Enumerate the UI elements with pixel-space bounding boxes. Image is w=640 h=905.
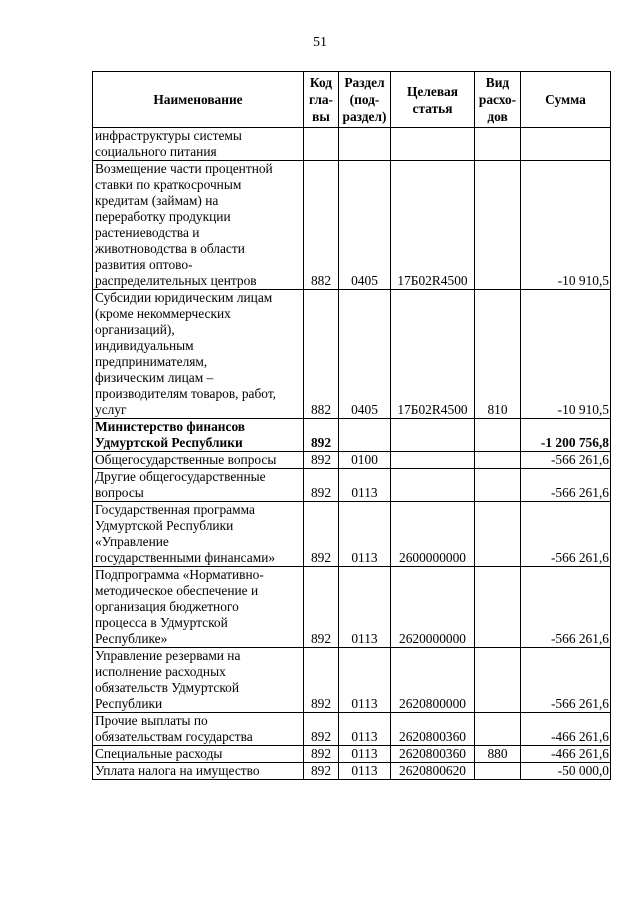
- header-vid: Вид расхо- дов: [475, 72, 521, 128]
- cell-vid: [475, 713, 521, 746]
- cell-razdel: [339, 128, 391, 161]
- cell-name: Управление резервами на исполнение расходных обязательств Удмуртской Республики: [93, 648, 304, 713]
- cell-summa: -10 910,5: [521, 161, 611, 290]
- cell-kod: 892: [304, 419, 339, 452]
- table-body: [93, 128, 611, 780]
- cell-kod: 882: [304, 161, 339, 290]
- cell-vid: 810: [475, 290, 521, 419]
- budget-table: [92, 71, 611, 780]
- cell-name: Другие общегосударственные вопросы: [93, 469, 304, 502]
- header-statya: Целевая статья: [391, 72, 475, 128]
- cell-kod: 892: [304, 713, 339, 746]
- table-row: [93, 502, 611, 567]
- cell-razdel: 0113: [339, 648, 391, 713]
- cell-summa: -566 261,6: [521, 469, 611, 502]
- cell-kod: 892: [304, 502, 339, 567]
- cell-name: Министерство финансов Удмуртской Республики: [93, 419, 304, 452]
- cell-summa: [521, 128, 611, 161]
- cell-statya: 2620000000: [391, 567, 475, 648]
- cell-statya: [391, 128, 475, 161]
- cell-name: Прочие выплаты по обязательствам государства: [93, 713, 304, 746]
- cell-summa: -1 200 756,8: [521, 419, 611, 452]
- cell-summa: -466 261,6: [521, 713, 611, 746]
- table-row: [93, 469, 611, 502]
- cell-kod: 892: [304, 648, 339, 713]
- cell-razdel: 0113: [339, 567, 391, 648]
- table-row: [93, 763, 611, 780]
- cell-name: Государственная программа Удмуртской Республики «Управление государственными финансами»: [93, 502, 304, 567]
- page-number: 51: [313, 35, 327, 50]
- cell-summa: -566 261,6: [521, 648, 611, 713]
- header-name: Наименование: [93, 72, 304, 128]
- cell-vid: 880: [475, 746, 521, 763]
- cell-kod: 892: [304, 469, 339, 502]
- cell-name: Специальные расходы: [93, 746, 304, 763]
- cell-summa: -566 261,6: [521, 567, 611, 648]
- cell-summa: -566 261,6: [521, 502, 611, 567]
- cell-name: Уплата налога на имущество: [93, 763, 304, 780]
- cell-kod: 882: [304, 290, 339, 419]
- header-summa: Сумма: [521, 72, 611, 128]
- cell-statya: [391, 452, 475, 469]
- cell-vid: [475, 128, 521, 161]
- cell-name: инфраструктуры системы социального питания: [93, 128, 304, 161]
- cell-name: Возмещение части процентной ставки по краткосрочным кредитам (займам) на переработку продукции растениеводства и животноводства в области развития оптово- распределительных центров: [93, 161, 304, 290]
- cell-summa: -566 261,6: [521, 452, 611, 469]
- cell-statya: 2620800360: [391, 746, 475, 763]
- table-row: [93, 713, 611, 746]
- cell-kod: 892: [304, 452, 339, 469]
- cell-vid: [475, 452, 521, 469]
- cell-name: Субсидии юридическим лицам (кроме некоммерческих организаций), индивидуальным предпринимателям, физическим лицам – производителям товаров, работ, услуг: [93, 290, 304, 419]
- header-razdel: Раздел (под- раздел): [339, 72, 391, 128]
- cell-summa: -466 261,6: [521, 746, 611, 763]
- table-row: [93, 419, 611, 452]
- cell-kod: 892: [304, 746, 339, 763]
- table-row: [93, 746, 611, 763]
- cell-razdel: 0113: [339, 746, 391, 763]
- cell-statya: [391, 469, 475, 502]
- cell-statya: 2620800620: [391, 763, 475, 780]
- cell-statya: 2620800360: [391, 713, 475, 746]
- cell-vid: [475, 763, 521, 780]
- cell-name: Подпрограмма «Нормативно- методическое обеспечение и организация бюджетного процесса в Удмуртской Республике»: [93, 567, 304, 648]
- cell-summa: -50 000,0: [521, 763, 611, 780]
- cell-razdel: 0113: [339, 763, 391, 780]
- cell-name: Общегосударственные вопросы: [93, 452, 304, 469]
- cell-vid: [475, 469, 521, 502]
- cell-kod: 892: [304, 763, 339, 780]
- cell-razdel: 0405: [339, 290, 391, 419]
- cell-summa: -10 910,5: [521, 290, 611, 419]
- cell-vid: [475, 567, 521, 648]
- table-row: [93, 161, 611, 290]
- cell-statya: 17Б02R4500: [391, 161, 475, 290]
- table-row: [93, 452, 611, 469]
- cell-razdel: 0405: [339, 161, 391, 290]
- cell-razdel: 0113: [339, 502, 391, 567]
- header-kod: Код гла- вы: [304, 72, 339, 128]
- table-row: [93, 128, 611, 161]
- cell-vid: [475, 502, 521, 567]
- table-row: [93, 648, 611, 713]
- cell-razdel: 0113: [339, 469, 391, 502]
- cell-statya: 2600000000: [391, 502, 475, 567]
- cell-razdel: [339, 419, 391, 452]
- cell-razdel: 0100: [339, 452, 391, 469]
- table-header: [93, 72, 611, 128]
- cell-statya: [391, 419, 475, 452]
- table-row: [93, 290, 611, 419]
- cell-statya: 17Б02R4500: [391, 290, 475, 419]
- cell-razdel: 0113: [339, 713, 391, 746]
- cell-vid: [475, 161, 521, 290]
- cell-vid: [475, 419, 521, 452]
- cell-kod: 892: [304, 567, 339, 648]
- cell-kod: [304, 128, 339, 161]
- cell-vid: [475, 648, 521, 713]
- table-row: [93, 567, 611, 648]
- cell-statya: 2620800000: [391, 648, 475, 713]
